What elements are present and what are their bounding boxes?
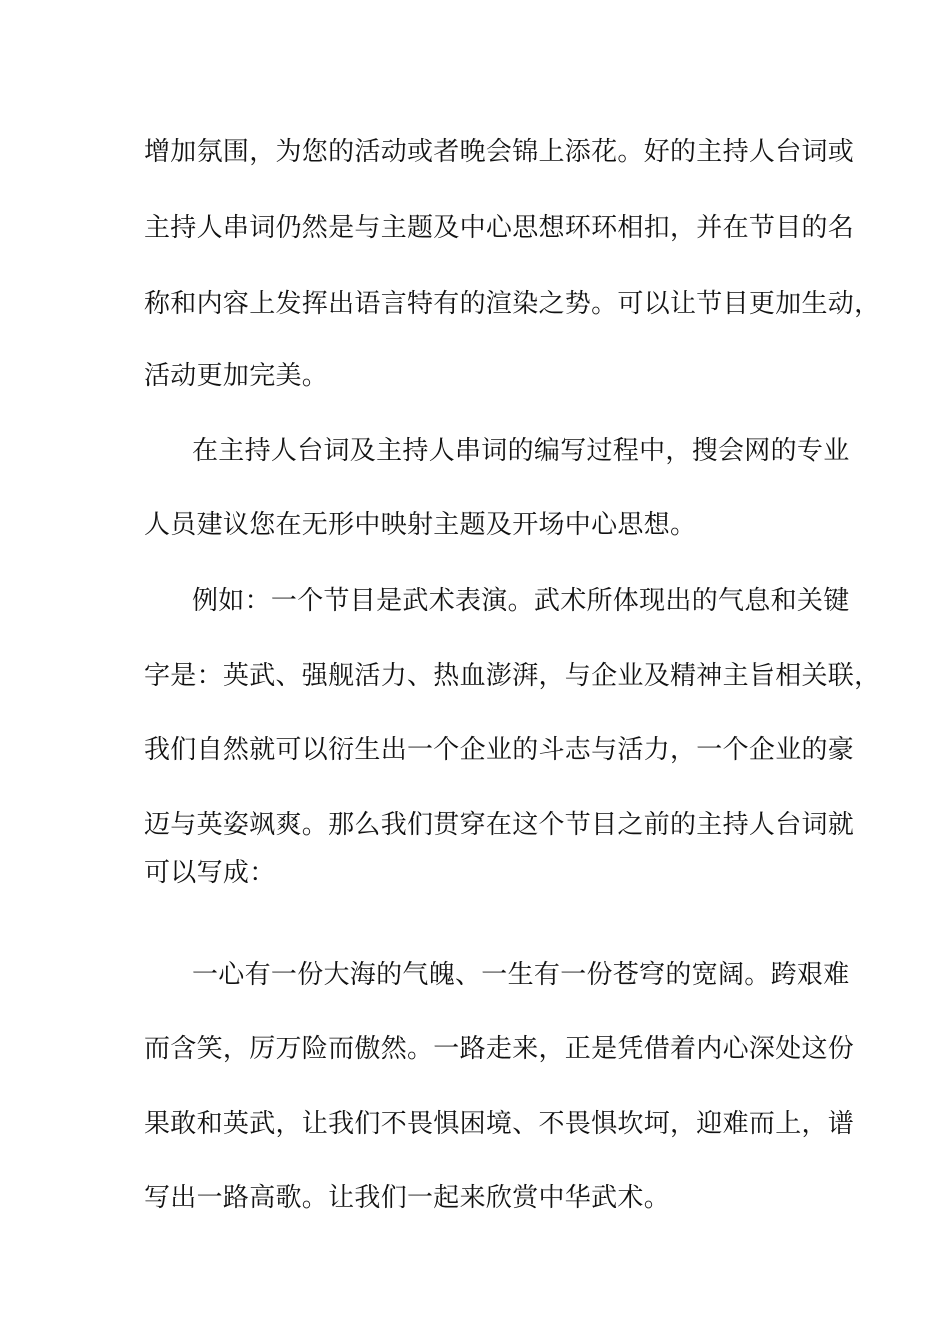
paragraph-line: 增加氛围，为您的活动或者晚会锦上添花。好的主持人台词或 bbox=[144, 137, 855, 167]
paragraph-line: 而含笑，厉万险而傲然。一路走来，正是凭借着内心深处这份 bbox=[144, 1034, 855, 1064]
paragraph-line: 写出一路高歌。让我们一起来欣赏中华武术。 bbox=[144, 1183, 671, 1213]
paragraph-line: 我们自然就可以衍生出一个企业的斗志与活力，一个企业的豪 bbox=[144, 735, 855, 765]
paragraph-line: 活动更加完美。 bbox=[144, 361, 329, 391]
paragraph-line: 迈与英姿飒爽。那么我们贯穿在这个节目之前的主持人台词就 bbox=[144, 810, 855, 840]
paragraph-line: 在主持人台词及主持人串词的编写过程中，搜会网的专业 bbox=[192, 436, 850, 466]
paragraph-line: 人员建议您在无形中映射主题及开场中心思想。 bbox=[144, 510, 697, 540]
paragraph-line: 可以写成： bbox=[144, 858, 276, 888]
paragraph-line: 例如：一个节目是武术表演。武术所体现出的气息和关键 bbox=[192, 586, 850, 616]
paragraph-line: 主持人串词仍然是与主题及中心思想环环相扣，并在节目的名 bbox=[144, 213, 855, 243]
paragraph-line: 称和内容上发挥出语言特有的渲染之势。可以让节目更加生动， bbox=[144, 289, 881, 319]
paragraph-line: 果敢和英武，让我们不畏惧困境、不畏惧坎坷，迎难而上，谱 bbox=[144, 1109, 855, 1139]
paragraph-line: 一心有一份大海的气魄、一生有一份苍穹的宽阔。跨艰难 bbox=[192, 960, 850, 990]
paragraph-line: 字是：英武、强舰活力、热血澎湃，与企业及精神主旨相关联， bbox=[144, 661, 881, 691]
